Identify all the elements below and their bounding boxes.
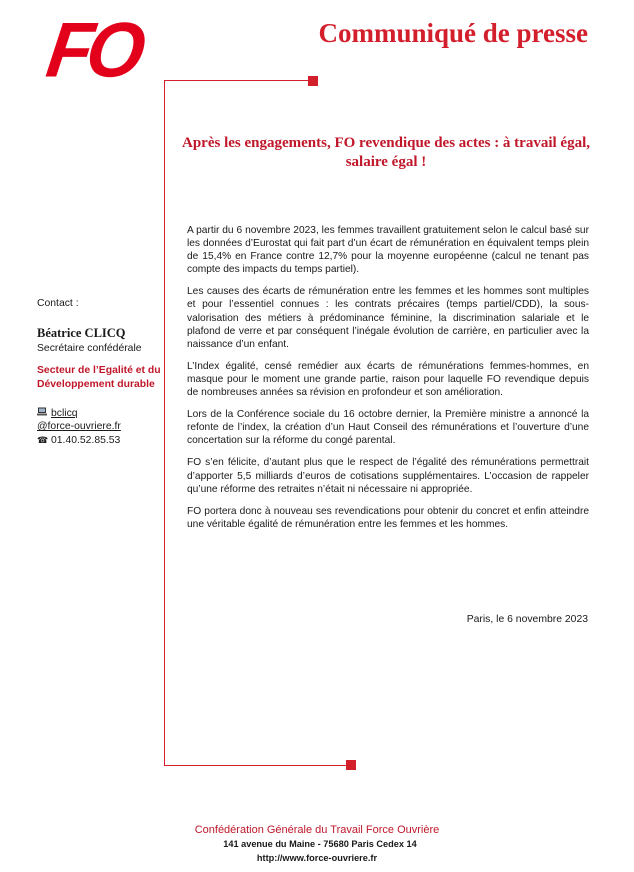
body-paragraph: L’Index égalité, censé remédier aux écarts de rémunérations femmes-hommes, en masque pour le moment une grande partie, raison pour laquelle FO revendique depuis de nombreuses années sa révision en profondeur et son amélioration. [187,360,589,399]
contact-label: Contact : [37,298,79,309]
press-release-body [187,224,589,540]
fo-logo [41,5,145,94]
frame-bottom-line [164,765,350,766]
body-paragraph: FO s’en félicite, d’autant plus que le respect de l’égalité des rémunérations permettrait d’apporter 5,5 milliards d’euros de cotisations supplémentaires. L’occasion de rappeler qu’une réforme des retraites n’était ni nécessaire ni appropriée. [187,457,589,495]
page-title: Communiqué de presse [318,18,588,48]
contact-sector: Secteur de l’Egalité et du Développement durable [37,365,161,390]
footer-organization: Confédération Générale du Travail Force Ouvrière [194,824,440,836]
computer-icon [37,407,48,418]
body-paragraph: Lors de la Conférence sociale du 16 octobre dernier, la Première ministre a annoncé la refonte de l’index, la création d’un Haut Conseil des rémunérations et l’ouverture d’une concertation sur la réforme du congé parental. [187,409,589,447]
email-domain-link[interactable]: @force-ouvriere.fr [37,421,121,432]
frame-left-line [164,80,165,766]
footer-address: 141 avenue du Maine - 75680 Paris Cedex 14 [223,839,417,849]
email-link[interactable]: bclicq [51,408,78,419]
contact-name: Béatrice CLICQ [37,326,126,340]
headline: Après les engagements, FO revendique des actes : à travail égal, salaire égal ! [182,135,590,170]
email-domain [37,421,121,432]
frame-top-line [164,80,312,81]
footer-url[interactable]: http://www.force-ouvriere.fr [256,853,378,863]
contact-email-row [37,407,78,419]
frame-bottom-square [346,760,356,770]
contact-role: Secrétaire confédérale [37,343,142,354]
telephone-icon: ☎ [37,435,49,445]
contact-phone-row [37,435,120,446]
frame-top-square [308,76,318,86]
body-paragraph: Les causes des écarts de rémunération entre les femmes et les hommes sont multiples et pour l’essentiel connues : les contrats précaires (temps partiel/CDD), la sous-valorisation des métiers à prédominance féminine, la discrimination salariale et le plafond de verre et par conséquent l’inégale évolution de carrière, en particulier avec la naissance d’un enfant. [187,286,589,350]
logo-text: FO [41,5,145,94]
phone-number: 01.40.52.85.53 [51,435,121,446]
dateline: Paris, le 6 novembre 2023 [466,614,588,625]
body-paragraph: A partir du 6 novembre 2023, les femmes travaillent gratuitement selon le calcul basé sur les données d’Eurostat qui fait part d’un écart de rémunération en équivalent temps plein de 15,4% en France contre 12,7% pour la moyenne européenne (calcul ne tenant pas compte des impacts du temps partiel). [187,225,589,276]
body-paragraph: FO portera donc à nouveau ses revendications pour obtenir du concret et enfin atteindre une véritable égalité de rémunération entre les femmes et les hommes. [187,505,589,530]
